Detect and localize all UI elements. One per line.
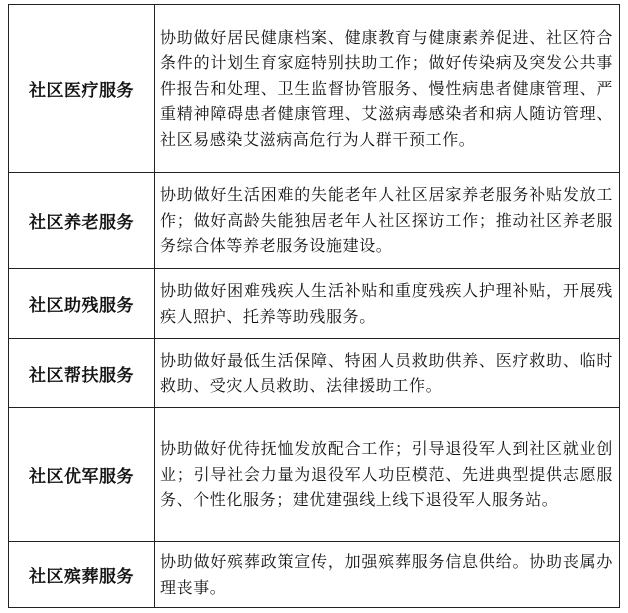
service-description: 协助做好生活困难的失能老年人社区居家养老服务补贴发放工作；做好高龄失能独居老年人社区探访工作；推动社区养老服务综合体等养老服务设施建设。 bbox=[155, 173, 620, 269]
service-description: 协助做好殡葬政策宣传，加强殡葬服务信息供给。协助丧属办理丧事。 bbox=[155, 542, 620, 608]
service-name: 社区养老服务 bbox=[9, 173, 155, 269]
table-row bbox=[9, 173, 620, 269]
service-name: 社区医疗服务 bbox=[9, 5, 155, 173]
service-description: 协助做好困难残疾人生活补贴和重度残疾人护理补贴，开展残疾人照护、托养等助残服务。 bbox=[155, 269, 620, 339]
service-name: 社区帮扶服务 bbox=[9, 339, 155, 408]
table-row bbox=[9, 5, 620, 173]
service-description: 协助做好最低生活保障、特困人员救助供养、医疗救助、临时救助、受灾人员救助、法律援助工作。 bbox=[155, 339, 620, 408]
services-table bbox=[8, 4, 620, 608]
service-name: 社区殡葬服务 bbox=[9, 542, 155, 608]
table-row bbox=[9, 339, 620, 408]
service-name: 社区优军服务 bbox=[9, 408, 155, 542]
service-description: 协助做好居民健康档案、健康教育与健康素养促进、社区符合条件的计划生育家庭特别扶助工作；做好传染病及突发公共事件报告和处理、卫生监督协管服务、慢性病患者健康管理、严重精神障碍患者健康管理、艾滋病毒感染者和病人随访管理、社区易感染艾滋病高危行为人群干预工作。 bbox=[155, 5, 620, 173]
table-row bbox=[9, 269, 620, 339]
service-description: 协助做好优待抚恤发放配合工作；引导退役军人到社区就业创业；引导社会力量为退役军人功臣模范、先进典型提供志愿服务、个性化服务；建优建强线上线下退役军人服务站。 bbox=[155, 408, 620, 542]
table-row bbox=[9, 542, 620, 608]
table-row bbox=[9, 408, 620, 542]
service-name: 社区助残服务 bbox=[9, 269, 155, 339]
